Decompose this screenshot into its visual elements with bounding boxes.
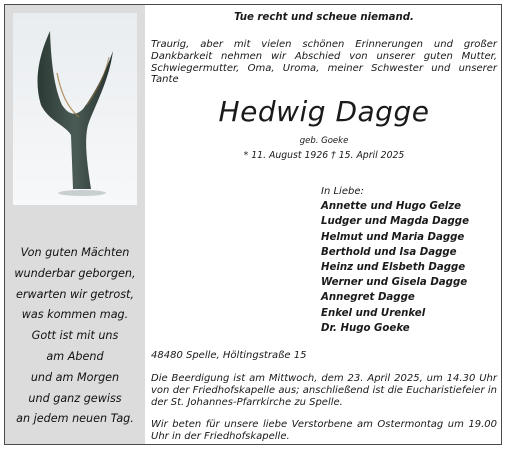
address: 48480 Spelle, Höltingstraße 15 (151, 350, 307, 361)
life-dates: * 11. August 1926 † 15. April 2025 (243, 150, 405, 161)
poem-line: und am Morgen (30, 370, 120, 384)
poem-line: wunderbar geborgen, (14, 266, 136, 280)
obituary-notice (4, 4, 502, 445)
family-list (321, 184, 496, 336)
family-member: Berthold und Isa Dagge (321, 246, 457, 258)
family-member: Heinz und Elsbeth Dagge (321, 262, 466, 274)
intro-text: Traurig, aber mit vielen schönen Erinnerungen und großer Dankbarkeit nehmen wir Abschied von unserer guten Mutter, Schwiegermutter, Oma, Uroma, meiner Schwester und unserer Tante (151, 39, 497, 86)
maiden-name: geb. Goeke (299, 136, 349, 146)
sculpture-photo (13, 13, 137, 205)
family-member: Enkel und Urenkel (321, 307, 426, 319)
poem-line: erwarten wir getrost, (15, 287, 134, 301)
funeral-info: Die Beerdigung ist am Mittwoch, dem 23. April 2025, um 14.30 Uhr von der Friedhofskapelle aus; anschließend ist die Eucharistiefeier in der St. Johannes-Pfarrkirche zu Spelle. (151, 373, 497, 408)
family-member: Ludger und Magda Dagge (321, 216, 469, 228)
poem-line: was kommen mag. (21, 308, 129, 322)
poem (5, 243, 145, 430)
right-panel (149, 5, 499, 444)
family-member: Werner und Gisela Dagge (321, 277, 468, 289)
poem-line: Von guten Mächten (20, 246, 130, 259)
poem-line: an jedem neuen Tag. (16, 412, 134, 426)
poem-line: Gott ist mit uns (31, 329, 119, 343)
rosary-info: Wir beten für unsere liebe Verstorbene am Ostermontag um 19.00 Uhr in der Friedhofskapelle. (151, 419, 497, 442)
left-panel (5, 5, 145, 444)
motto: Tue recht und scheue niemand. (234, 12, 414, 23)
deceased-name: Hedwig Dagge (218, 95, 430, 128)
poem-line: am Abend (46, 349, 104, 363)
bronze-sculpture-image (13, 13, 137, 205)
poem-line: und ganz gewiss (28, 391, 122, 405)
family-member: Annette und Hugo Gelze (321, 201, 462, 213)
family-member: Annegret Dagge (321, 292, 415, 304)
family-member: Dr. Hugo Goeke (321, 322, 410, 334)
family-label: In Liebe: (321, 186, 364, 197)
family-member: Helmut und Maria Dagge (321, 231, 465, 243)
